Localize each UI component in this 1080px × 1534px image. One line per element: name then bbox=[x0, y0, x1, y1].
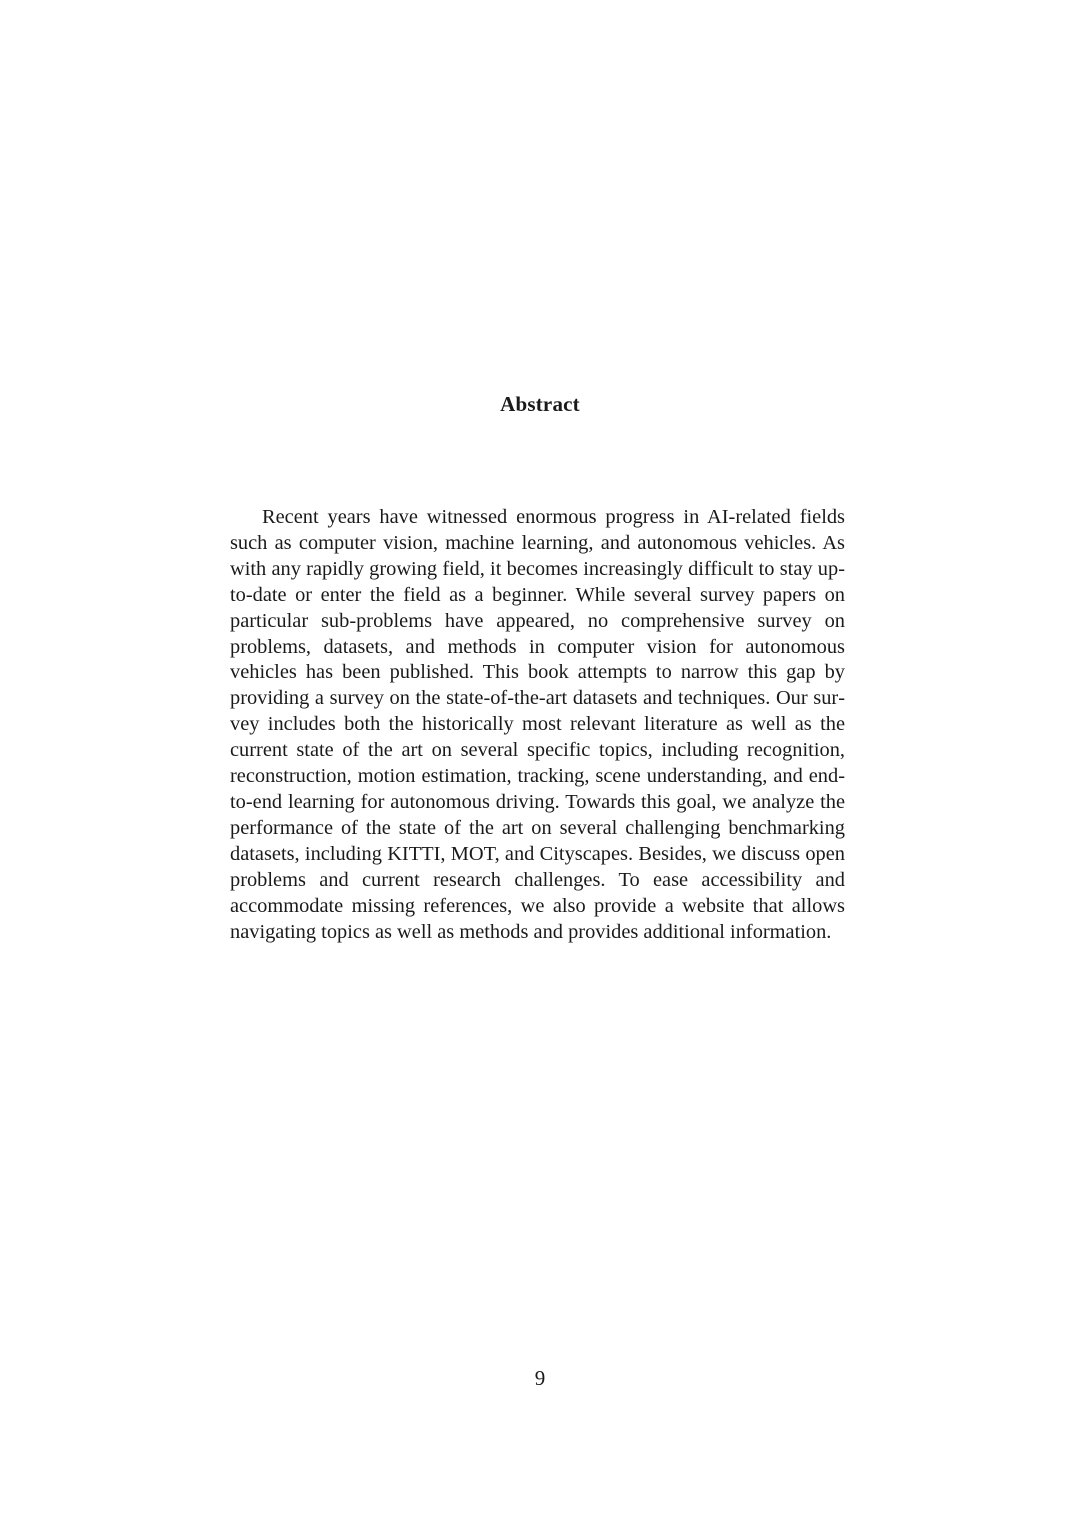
page-number: 9 bbox=[534, 1366, 546, 1390]
abstract-paragraph: Recent years have witnessed enormous progress in AI-related fields such as computer vision, machine learning, and autonomous vehicles. As with any rapidly growing field, it becomes increasingly difficult to stay up-to-date or enter the field as a beginner. While several survey papers on particular sub-problems have appeared, no comprehensive survey on problems, datasets, and methods in computer vision for autonomous vehicles has been published. This book attempts to narrow this gap by providing a survey on the state-of-the-art datasets and techniques. Our survey includes both the historically most relevant literature as well as the current state of the art on several specific topics, including recognition, reconstruction, motion estimation, tracking, scene understanding, and end-to-end learning for autonomous driving. Towards this goal, we analyze the performance of the state of the art on several challenging benchmarking datasets, including KITTI, MOT, and Cityscapes. Besides, we discuss open problems and current research challenges. To ease accessibility and accommodate missing references, we also provide a website that allows navigating topics as well as methods and provides additional information. bbox=[230, 506, 845, 943]
abstract-heading: Abstract bbox=[500, 392, 580, 416]
